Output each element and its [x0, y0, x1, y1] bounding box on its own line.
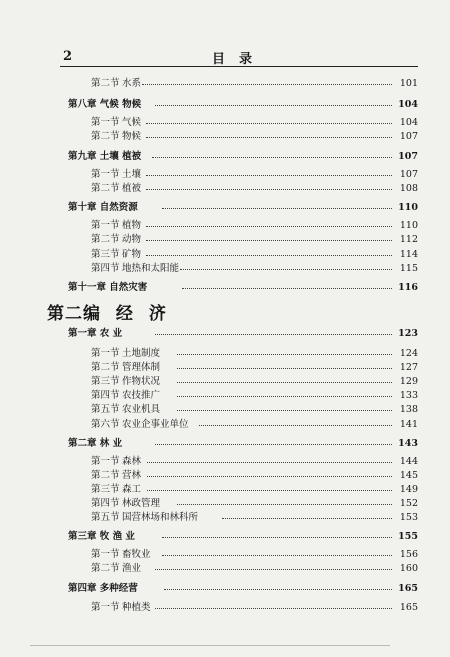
section-number: 第六节 — [91, 419, 120, 430]
dot-leader — [164, 589, 392, 590]
section-number: 第一节 — [91, 602, 120, 613]
section-number: 第四节 — [91, 498, 120, 509]
toc-section-row — [0, 361, 450, 375]
dot-leader — [147, 490, 392, 491]
section-title: 农技推广 — [122, 390, 161, 401]
section-number: 第三节 — [91, 376, 120, 387]
toc-chapter-row — [0, 150, 450, 164]
chapter-title: 第二章 林 业 — [68, 438, 123, 449]
page-ref: 108 — [399, 183, 418, 194]
toc-section-row — [0, 168, 450, 182]
toc-section-row — [0, 375, 450, 389]
section-title: 植被 — [122, 183, 142, 194]
section-number: 第二节 — [91, 563, 120, 574]
chapter-title: 第一章 农 业 — [68, 328, 123, 339]
dot-leader — [146, 226, 392, 227]
section-number: 第二节 — [91, 470, 120, 481]
dot-leader — [177, 410, 392, 411]
section-number: 第一节 — [91, 169, 120, 180]
section-number: 第一节 — [91, 117, 120, 128]
toc-section-row — [0, 130, 450, 144]
dot-leader — [155, 569, 392, 570]
dot-leader — [142, 84, 392, 85]
dot-leader — [155, 334, 392, 335]
toc-chapter-row — [0, 582, 450, 596]
page-ref: 123 — [398, 328, 418, 339]
section-number: 第四节 — [91, 390, 120, 401]
toc-chapter-row — [0, 201, 450, 215]
section-title: 地热和太阳能 — [122, 263, 180, 274]
section-number: 第三节 — [91, 484, 120, 495]
page-ref: 152 — [399, 498, 418, 509]
toc-section-row — [0, 469, 450, 483]
page-ref: 141 — [399, 419, 418, 430]
section-number: 第一节 — [91, 456, 120, 467]
toc-section-row — [0, 403, 450, 417]
toc-section-row — [0, 455, 450, 469]
dot-leader — [147, 476, 392, 477]
dot-leader — [152, 157, 392, 158]
section-number: 第三节 — [91, 249, 120, 260]
page-ref: 101 — [399, 78, 418, 89]
section-title: 营林 — [122, 470, 142, 481]
section-title: 土地制度 — [122, 348, 161, 359]
page-ref: 107 — [398, 151, 418, 162]
dot-leader — [162, 208, 392, 209]
toc-section-row — [0, 548, 450, 562]
toc-chapter-row — [0, 281, 450, 295]
toc-section-row — [0, 262, 450, 276]
page-ref: 129 — [399, 376, 418, 387]
dot-leader — [177, 382, 392, 383]
page-ref: 115 — [399, 263, 418, 274]
section-number: 第二节 — [91, 131, 120, 142]
dot-leader — [146, 137, 392, 138]
page-number: 2 — [63, 49, 73, 64]
section-title: 气候 — [122, 117, 142, 128]
section-title: 水系 — [122, 78, 142, 89]
toc-section-row — [0, 483, 450, 497]
dot-leader — [146, 189, 392, 190]
section-title: 森工 — [122, 484, 142, 495]
toc-section-row — [0, 601, 450, 615]
dot-leader — [147, 462, 392, 463]
dot-leader — [177, 354, 392, 355]
section-number: 第二节 — [91, 234, 120, 245]
section-title: 渔业 — [122, 563, 142, 574]
page-ref: 127 — [399, 362, 418, 373]
toc-section-row — [0, 389, 450, 403]
toc-section-row — [0, 418, 450, 432]
page-ref: 165 — [398, 583, 418, 594]
section-number: 第一节 — [91, 220, 120, 231]
page-ref: 138 — [399, 404, 418, 415]
section-number: 第一节 — [91, 549, 120, 560]
page-edge-line — [30, 645, 390, 646]
page-ref: 160 — [399, 563, 418, 574]
page-title: 目录 — [212, 52, 267, 67]
section-title: 种植类 — [122, 602, 151, 613]
page-ref: 144 — [399, 456, 418, 467]
toc-section-row — [0, 562, 450, 576]
section-title: 动物 — [122, 234, 142, 245]
section-title: 植物 — [122, 220, 142, 231]
page-ref: 124 — [399, 348, 418, 359]
dot-leader — [222, 518, 392, 519]
toc-section-row — [0, 233, 450, 247]
section-number: 第四节 — [91, 263, 120, 274]
dot-leader — [177, 504, 392, 505]
page-ref: 107 — [399, 169, 418, 180]
section-title: 林政管理 — [122, 498, 161, 509]
section-number: 第二节 — [91, 78, 120, 89]
page-ref: 110 — [398, 202, 418, 213]
chapter-title: 第十章 自然资源 — [68, 202, 138, 213]
page-ref: 116 — [398, 282, 418, 293]
toc-section-row — [0, 511, 450, 525]
toc-section-row — [0, 219, 450, 233]
section-title: 物候 — [122, 131, 142, 142]
toc-chapter-row — [0, 437, 450, 451]
page-ref: 153 — [399, 512, 418, 523]
toc-chapter-row — [0, 327, 450, 341]
section-number: 第一节 — [91, 348, 120, 359]
chapter-title: 第十一章 自然灾害 — [68, 282, 148, 293]
dot-leader — [162, 537, 392, 538]
page-ref: 155 — [398, 531, 418, 542]
section-title: 农业机具 — [122, 404, 161, 415]
dot-leader — [146, 175, 392, 176]
page-ref: 104 — [399, 117, 418, 128]
dot-leader — [155, 608, 392, 609]
dot-leader — [182, 288, 392, 289]
chapter-title: 第九章 土壤 植被 — [68, 151, 142, 162]
page-ref: 156 — [399, 549, 418, 560]
dot-leader — [155, 444, 392, 445]
page-ref: 133 — [399, 390, 418, 401]
section-title: 管理体制 — [122, 362, 161, 373]
dot-leader — [177, 368, 392, 369]
page-ref: 149 — [399, 484, 418, 495]
section-title: 国营林场和林科所 — [122, 512, 199, 523]
page-ref: 145 — [399, 470, 418, 481]
dot-leader — [146, 255, 392, 256]
section-title: 农业企事业单位 — [122, 419, 189, 430]
dot-leader — [146, 240, 392, 241]
dot-leader — [155, 105, 392, 106]
dot-leader — [177, 396, 392, 397]
section-title: 森林 — [122, 456, 142, 467]
toc-section-row — [0, 182, 450, 196]
section-number: 第二节 — [91, 362, 120, 373]
section-number: 第五节 — [91, 404, 120, 415]
toc-section-row — [0, 248, 450, 262]
dot-leader — [180, 269, 392, 270]
chapter-title: 第八章 气候 物候 — [68, 99, 142, 110]
chapter-title: 第三章 牧 渔 业 — [68, 531, 135, 542]
page-ref: 143 — [398, 438, 418, 449]
toc-section-row — [0, 77, 450, 91]
dot-leader — [162, 555, 392, 556]
toc-section-row — [0, 347, 450, 361]
page-ref: 107 — [399, 131, 418, 142]
section-title: 作物状况 — [122, 376, 161, 387]
page-ref: 112 — [399, 234, 418, 245]
chapter-title: 第四章 多种经营 — [68, 583, 138, 594]
header-rule — [60, 66, 418, 67]
toc-chapter-row — [0, 530, 450, 544]
dot-leader — [199, 425, 392, 426]
toc-section-row — [0, 497, 450, 511]
section-title: 矿物 — [122, 249, 142, 260]
section-number: 第五节 — [91, 512, 120, 523]
section-title: 土壤 — [122, 169, 142, 180]
dot-leader — [146, 123, 392, 124]
page-ref: 165 — [399, 602, 418, 613]
part-title: 第二编 经 济 — [47, 304, 167, 324]
toc-chapter-row — [0, 98, 450, 112]
page-ref: 114 — [399, 249, 418, 260]
section-title: 畜牧业 — [122, 549, 151, 560]
toc-section-row — [0, 116, 450, 130]
page-ref: 110 — [399, 220, 418, 231]
page-ref: 104 — [398, 99, 418, 110]
section-number: 第二节 — [91, 183, 120, 194]
